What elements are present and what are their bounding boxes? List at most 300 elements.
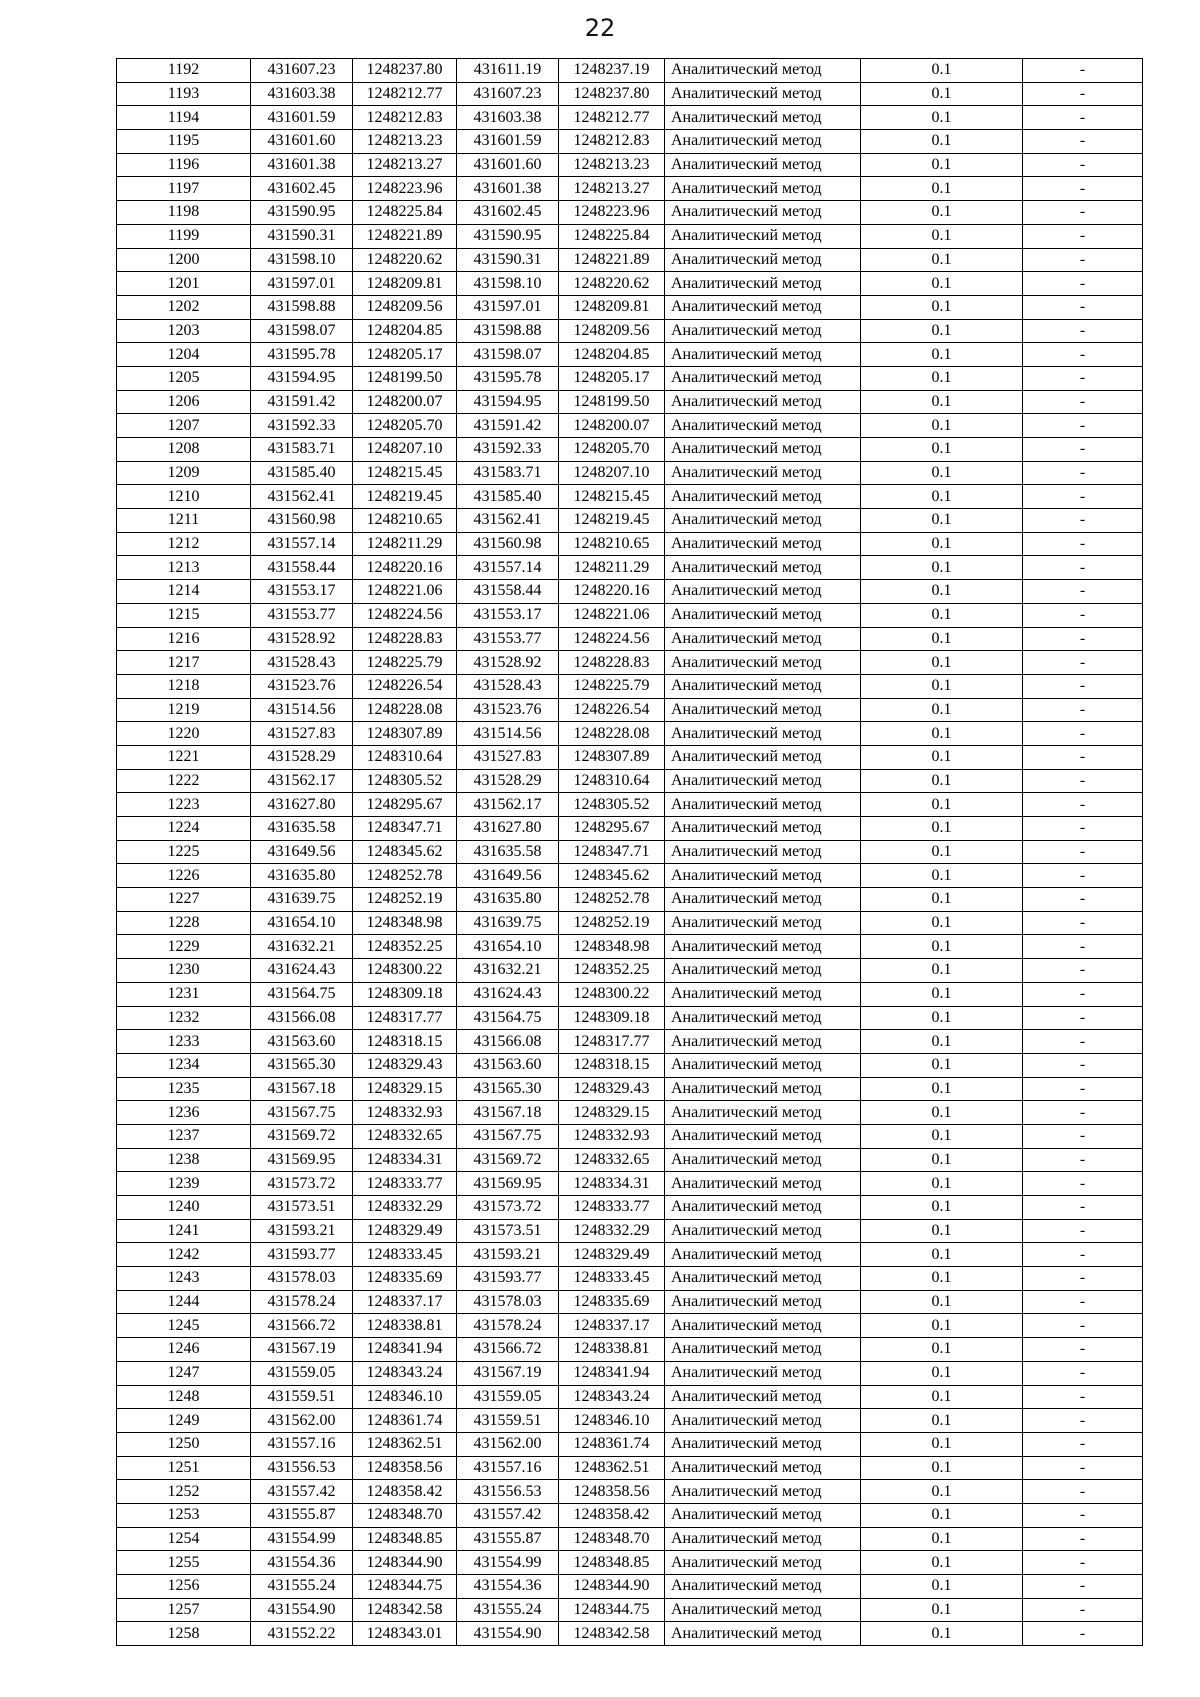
method-cell: Аналитический метод bbox=[665, 1598, 861, 1622]
accuracy-cell: 0.1 bbox=[861, 343, 1023, 367]
point-number-cell: 1235 bbox=[117, 1077, 251, 1101]
method-cell: Аналитический метод bbox=[665, 1575, 861, 1599]
table-row bbox=[117, 1551, 1143, 1575]
x-end-cell: 431553.77 bbox=[457, 627, 559, 651]
note-cell: - bbox=[1023, 1456, 1143, 1480]
accuracy-cell: 0.1 bbox=[861, 1030, 1023, 1054]
y-start-cell: 1248348.85 bbox=[353, 1527, 457, 1551]
x-start-cell: 431603.38 bbox=[251, 82, 353, 106]
x-start-cell: 431566.72 bbox=[251, 1314, 353, 1338]
y-start-cell: 1248329.15 bbox=[353, 1077, 457, 1101]
x-end-cell: 431564.75 bbox=[457, 1006, 559, 1030]
table-row bbox=[117, 793, 1143, 817]
y-end-cell: 1248307.89 bbox=[559, 745, 665, 769]
y-end-cell: 1248211.29 bbox=[559, 556, 665, 580]
accuracy-cell: 0.1 bbox=[861, 603, 1023, 627]
x-end-cell: 431569.95 bbox=[457, 1172, 559, 1196]
x-end-cell: 431583.71 bbox=[457, 461, 559, 485]
method-cell: Аналитический метод bbox=[665, 390, 861, 414]
x-start-cell: 431598.07 bbox=[251, 319, 353, 343]
note-cell: - bbox=[1023, 1598, 1143, 1622]
method-cell: Аналитический метод bbox=[665, 603, 861, 627]
y-start-cell: 1248343.24 bbox=[353, 1361, 457, 1385]
note-cell: - bbox=[1023, 414, 1143, 438]
point-number-cell: 1236 bbox=[117, 1101, 251, 1125]
y-end-cell: 1248209.81 bbox=[559, 295, 665, 319]
y-end-cell: 1248329.43 bbox=[559, 1077, 665, 1101]
point-number-cell: 1214 bbox=[117, 580, 251, 604]
accuracy-cell: 0.1 bbox=[861, 201, 1023, 225]
table-row bbox=[117, 532, 1143, 556]
accuracy-cell: 0.1 bbox=[861, 817, 1023, 841]
table-row bbox=[117, 1101, 1143, 1125]
note-cell: - bbox=[1023, 224, 1143, 248]
y-end-cell: 1248318.15 bbox=[559, 1053, 665, 1077]
x-start-cell: 431592.33 bbox=[251, 414, 353, 438]
accuracy-cell: 0.1 bbox=[861, 1006, 1023, 1030]
note-cell: - bbox=[1023, 295, 1143, 319]
note-cell: - bbox=[1023, 1267, 1143, 1291]
method-cell: Аналитический метод bbox=[665, 911, 861, 935]
x-start-cell: 431528.92 bbox=[251, 627, 353, 651]
y-start-cell: 1248210.65 bbox=[353, 509, 457, 533]
point-number-cell: 1246 bbox=[117, 1338, 251, 1362]
table-row bbox=[117, 343, 1143, 367]
y-start-cell: 1248220.62 bbox=[353, 248, 457, 272]
accuracy-cell: 0.1 bbox=[861, 1409, 1023, 1433]
y-end-cell: 1248348.70 bbox=[559, 1527, 665, 1551]
y-start-cell: 1248209.81 bbox=[353, 272, 457, 296]
x-start-cell: 431627.80 bbox=[251, 793, 353, 817]
x-start-cell: 431566.08 bbox=[251, 1006, 353, 1030]
y-start-cell: 1248358.42 bbox=[353, 1480, 457, 1504]
y-start-cell: 1248199.50 bbox=[353, 366, 457, 390]
table-row bbox=[117, 674, 1143, 698]
method-cell: Аналитический метод bbox=[665, 698, 861, 722]
x-end-cell: 431566.72 bbox=[457, 1338, 559, 1362]
y-start-cell: 1248332.65 bbox=[353, 1124, 457, 1148]
point-number-cell: 1211 bbox=[117, 509, 251, 533]
accuracy-cell: 0.1 bbox=[861, 1314, 1023, 1338]
method-cell: Аналитический метод bbox=[665, 959, 861, 983]
y-start-cell: 1248213.23 bbox=[353, 130, 457, 154]
point-number-cell: 1227 bbox=[117, 888, 251, 912]
table-row bbox=[117, 59, 1143, 83]
table-row bbox=[117, 745, 1143, 769]
accuracy-cell: 0.1 bbox=[861, 1172, 1023, 1196]
x-end-cell: 431559.05 bbox=[457, 1385, 559, 1409]
x-start-cell: 431567.75 bbox=[251, 1101, 353, 1125]
point-number-cell: 1240 bbox=[117, 1196, 251, 1220]
x-end-cell: 431627.80 bbox=[457, 817, 559, 841]
point-number-cell: 1221 bbox=[117, 745, 251, 769]
note-cell: - bbox=[1023, 106, 1143, 130]
point-number-cell: 1207 bbox=[117, 414, 251, 438]
method-cell: Аналитический метод bbox=[665, 59, 861, 83]
y-start-cell: 1248341.94 bbox=[353, 1338, 457, 1362]
x-start-cell: 431528.43 bbox=[251, 651, 353, 675]
method-cell: Аналитический метод bbox=[665, 1361, 861, 1385]
x-start-cell: 431527.83 bbox=[251, 722, 353, 746]
y-end-cell: 1248212.83 bbox=[559, 130, 665, 154]
y-end-cell: 1248352.25 bbox=[559, 959, 665, 983]
point-number-cell: 1252 bbox=[117, 1480, 251, 1504]
accuracy-cell: 0.1 bbox=[861, 1527, 1023, 1551]
x-start-cell: 431601.38 bbox=[251, 153, 353, 177]
note-cell: - bbox=[1023, 817, 1143, 841]
x-end-cell: 431557.16 bbox=[457, 1456, 559, 1480]
note-cell: - bbox=[1023, 1480, 1143, 1504]
method-cell: Аналитический метод bbox=[665, 1030, 861, 1054]
y-end-cell: 1248329.49 bbox=[559, 1243, 665, 1267]
method-cell: Аналитический метод bbox=[665, 1124, 861, 1148]
y-start-cell: 1248342.58 bbox=[353, 1598, 457, 1622]
accuracy-cell: 0.1 bbox=[861, 627, 1023, 651]
note-cell: - bbox=[1023, 627, 1143, 651]
x-end-cell: 431567.19 bbox=[457, 1361, 559, 1385]
point-number-cell: 1231 bbox=[117, 982, 251, 1006]
x-end-cell: 431624.43 bbox=[457, 982, 559, 1006]
table-row bbox=[117, 1243, 1143, 1267]
y-end-cell: 1248317.77 bbox=[559, 1030, 665, 1054]
x-start-cell: 431563.60 bbox=[251, 1030, 353, 1054]
method-cell: Аналитический метод bbox=[665, 438, 861, 462]
y-start-cell: 1248344.75 bbox=[353, 1575, 457, 1599]
x-end-cell: 431591.42 bbox=[457, 414, 559, 438]
accuracy-cell: 0.1 bbox=[861, 1361, 1023, 1385]
point-number-cell: 1218 bbox=[117, 674, 251, 698]
x-start-cell: 431557.42 bbox=[251, 1480, 353, 1504]
x-end-cell: 431635.58 bbox=[457, 840, 559, 864]
y-start-cell: 1248252.19 bbox=[353, 888, 457, 912]
y-end-cell: 1248225.79 bbox=[559, 674, 665, 698]
note-cell: - bbox=[1023, 1290, 1143, 1314]
table-row bbox=[117, 911, 1143, 935]
table-row bbox=[117, 177, 1143, 201]
note-cell: - bbox=[1023, 153, 1143, 177]
x-end-cell: 431554.99 bbox=[457, 1551, 559, 1575]
note-cell: - bbox=[1023, 722, 1143, 746]
note-cell: - bbox=[1023, 556, 1143, 580]
table-row bbox=[117, 1385, 1143, 1409]
y-start-cell: 1248344.90 bbox=[353, 1551, 457, 1575]
method-cell: Аналитический метод bbox=[665, 1314, 861, 1338]
y-end-cell: 1248221.06 bbox=[559, 603, 665, 627]
method-cell: Аналитический метод bbox=[665, 1551, 861, 1575]
x-start-cell: 431564.75 bbox=[251, 982, 353, 1006]
x-start-cell: 431632.21 bbox=[251, 935, 353, 959]
y-start-cell: 1248252.78 bbox=[353, 864, 457, 888]
x-end-cell: 431590.95 bbox=[457, 224, 559, 248]
y-start-cell: 1248213.27 bbox=[353, 153, 457, 177]
y-start-cell: 1248225.84 bbox=[353, 201, 457, 225]
y-end-cell: 1248207.10 bbox=[559, 461, 665, 485]
accuracy-cell: 0.1 bbox=[861, 224, 1023, 248]
y-start-cell: 1248225.79 bbox=[353, 651, 457, 675]
point-number-cell: 1203 bbox=[117, 319, 251, 343]
x-end-cell: 431593.77 bbox=[457, 1267, 559, 1291]
y-start-cell: 1248343.01 bbox=[353, 1622, 457, 1646]
table-row bbox=[117, 1314, 1143, 1338]
y-end-cell: 1248332.65 bbox=[559, 1148, 665, 1172]
x-end-cell: 431573.72 bbox=[457, 1196, 559, 1220]
method-cell: Аналитический метод bbox=[665, 106, 861, 130]
y-end-cell: 1248305.52 bbox=[559, 793, 665, 817]
table-row bbox=[117, 295, 1143, 319]
note-cell: - bbox=[1023, 982, 1143, 1006]
point-number-cell: 1232 bbox=[117, 1006, 251, 1030]
y-end-cell: 1248362.51 bbox=[559, 1456, 665, 1480]
note-cell: - bbox=[1023, 1077, 1143, 1101]
x-end-cell: 431560.98 bbox=[457, 532, 559, 556]
y-start-cell: 1248332.29 bbox=[353, 1196, 457, 1220]
note-cell: - bbox=[1023, 1503, 1143, 1527]
y-end-cell: 1248347.71 bbox=[559, 840, 665, 864]
x-end-cell: 431557.42 bbox=[457, 1503, 559, 1527]
accuracy-cell: 0.1 bbox=[861, 532, 1023, 556]
x-end-cell: 431557.14 bbox=[457, 556, 559, 580]
table-row bbox=[117, 935, 1143, 959]
x-start-cell: 431601.59 bbox=[251, 106, 353, 130]
note-cell: - bbox=[1023, 1053, 1143, 1077]
x-end-cell: 431553.17 bbox=[457, 603, 559, 627]
x-start-cell: 431597.01 bbox=[251, 272, 353, 296]
table-row bbox=[117, 1338, 1143, 1362]
y-start-cell: 1248224.56 bbox=[353, 603, 457, 627]
accuracy-cell: 0.1 bbox=[861, 1456, 1023, 1480]
accuracy-cell: 0.1 bbox=[861, 698, 1023, 722]
accuracy-cell: 0.1 bbox=[861, 319, 1023, 343]
x-start-cell: 431590.31 bbox=[251, 224, 353, 248]
x-end-cell: 431601.60 bbox=[457, 153, 559, 177]
x-start-cell: 431593.77 bbox=[251, 1243, 353, 1267]
x-start-cell: 431624.43 bbox=[251, 959, 353, 983]
x-end-cell: 431601.38 bbox=[457, 177, 559, 201]
x-end-cell: 431555.24 bbox=[457, 1598, 559, 1622]
point-number-cell: 1196 bbox=[117, 153, 251, 177]
table-row bbox=[117, 1598, 1143, 1622]
y-end-cell: 1248212.77 bbox=[559, 106, 665, 130]
y-start-cell: 1248237.80 bbox=[353, 59, 457, 83]
y-start-cell: 1248307.89 bbox=[353, 722, 457, 746]
x-end-cell: 431594.95 bbox=[457, 390, 559, 414]
point-number-cell: 1208 bbox=[117, 438, 251, 462]
accuracy-cell: 0.1 bbox=[861, 769, 1023, 793]
accuracy-cell: 0.1 bbox=[861, 272, 1023, 296]
point-number-cell: 1223 bbox=[117, 793, 251, 817]
y-start-cell: 1248204.85 bbox=[353, 319, 457, 343]
y-end-cell: 1248348.85 bbox=[559, 1551, 665, 1575]
x-start-cell: 431562.41 bbox=[251, 485, 353, 509]
y-end-cell: 1248228.83 bbox=[559, 651, 665, 675]
point-number-cell: 1226 bbox=[117, 864, 251, 888]
method-cell: Аналитический метод bbox=[665, 888, 861, 912]
method-cell: Аналитический метод bbox=[665, 224, 861, 248]
method-cell: Аналитический метод bbox=[665, 1006, 861, 1030]
point-number-cell: 1200 bbox=[117, 248, 251, 272]
y-end-cell: 1248237.80 bbox=[559, 82, 665, 106]
accuracy-cell: 0.1 bbox=[861, 1077, 1023, 1101]
accuracy-cell: 0.1 bbox=[861, 1219, 1023, 1243]
method-cell: Аналитический метод bbox=[665, 769, 861, 793]
y-end-cell: 1248309.18 bbox=[559, 1006, 665, 1030]
note-cell: - bbox=[1023, 366, 1143, 390]
table-row bbox=[117, 556, 1143, 580]
method-cell: Аналитический метод bbox=[665, 414, 861, 438]
method-cell: Аналитический метод bbox=[665, 509, 861, 533]
accuracy-cell: 0.1 bbox=[861, 438, 1023, 462]
method-cell: Аналитический метод bbox=[665, 627, 861, 651]
point-number-cell: 1255 bbox=[117, 1551, 251, 1575]
x-start-cell: 431573.51 bbox=[251, 1196, 353, 1220]
method-cell: Аналитический метод bbox=[665, 130, 861, 154]
y-end-cell: 1248310.64 bbox=[559, 769, 665, 793]
x-end-cell: 431523.76 bbox=[457, 698, 559, 722]
method-cell: Аналитический метод bbox=[665, 556, 861, 580]
x-start-cell: 431635.80 bbox=[251, 864, 353, 888]
table-row bbox=[117, 1527, 1143, 1551]
note-cell: - bbox=[1023, 1101, 1143, 1125]
table-row bbox=[117, 106, 1143, 130]
note-cell: - bbox=[1023, 82, 1143, 106]
method-cell: Аналитический метод bbox=[665, 366, 861, 390]
table-row bbox=[117, 1432, 1143, 1456]
x-end-cell: 431611.19 bbox=[457, 59, 559, 83]
method-cell: Аналитический метод bbox=[665, 1243, 861, 1267]
note-cell: - bbox=[1023, 248, 1143, 272]
table-row bbox=[117, 627, 1143, 651]
note-cell: - bbox=[1023, 745, 1143, 769]
y-start-cell: 1248332.93 bbox=[353, 1101, 457, 1125]
note-cell: - bbox=[1023, 485, 1143, 509]
table-row bbox=[117, 130, 1143, 154]
method-cell: Аналитический метод bbox=[665, 1053, 861, 1077]
y-end-cell: 1248237.19 bbox=[559, 59, 665, 83]
x-start-cell: 431553.17 bbox=[251, 580, 353, 604]
accuracy-cell: 0.1 bbox=[861, 722, 1023, 746]
accuracy-cell: 0.1 bbox=[861, 556, 1023, 580]
note-cell: - bbox=[1023, 603, 1143, 627]
x-end-cell: 431585.40 bbox=[457, 485, 559, 509]
accuracy-cell: 0.1 bbox=[861, 1243, 1023, 1267]
y-start-cell: 1248334.31 bbox=[353, 1148, 457, 1172]
note-cell: - bbox=[1023, 1432, 1143, 1456]
y-end-cell: 1248333.45 bbox=[559, 1267, 665, 1291]
point-number-cell: 1249 bbox=[117, 1409, 251, 1433]
note-cell: - bbox=[1023, 769, 1143, 793]
method-cell: Аналитический метод bbox=[665, 1077, 861, 1101]
y-start-cell: 1248361.74 bbox=[353, 1409, 457, 1433]
x-end-cell: 431567.18 bbox=[457, 1101, 559, 1125]
note-cell: - bbox=[1023, 438, 1143, 462]
x-start-cell: 431569.72 bbox=[251, 1124, 353, 1148]
point-number-cell: 1238 bbox=[117, 1148, 251, 1172]
accuracy-cell: 0.1 bbox=[861, 840, 1023, 864]
y-start-cell: 1248317.77 bbox=[353, 1006, 457, 1030]
method-cell: Аналитический метод bbox=[665, 295, 861, 319]
x-end-cell: 431597.01 bbox=[457, 295, 559, 319]
x-start-cell: 431602.45 bbox=[251, 177, 353, 201]
point-number-cell: 1233 bbox=[117, 1030, 251, 1054]
accuracy-cell: 0.1 bbox=[861, 1124, 1023, 1148]
table-row bbox=[117, 1267, 1143, 1291]
method-cell: Аналитический метод bbox=[665, 1219, 861, 1243]
point-number-cell: 1212 bbox=[117, 532, 251, 556]
accuracy-cell: 0.1 bbox=[861, 864, 1023, 888]
table-row bbox=[117, 603, 1143, 627]
method-cell: Аналитический метод bbox=[665, 793, 861, 817]
x-end-cell: 431607.23 bbox=[457, 82, 559, 106]
table-row bbox=[117, 1053, 1143, 1077]
point-number-cell: 1248 bbox=[117, 1385, 251, 1409]
x-start-cell: 431557.16 bbox=[251, 1432, 353, 1456]
y-end-cell: 1248210.65 bbox=[559, 532, 665, 556]
note-cell: - bbox=[1023, 390, 1143, 414]
method-cell: Аналитический метод bbox=[665, 272, 861, 296]
method-cell: Аналитический метод bbox=[665, 343, 861, 367]
x-start-cell: 431523.76 bbox=[251, 674, 353, 698]
note-cell: - bbox=[1023, 1575, 1143, 1599]
x-start-cell: 431593.21 bbox=[251, 1219, 353, 1243]
point-number-cell: 1202 bbox=[117, 295, 251, 319]
x-start-cell: 431560.98 bbox=[251, 509, 353, 533]
accuracy-cell: 0.1 bbox=[861, 1480, 1023, 1504]
y-start-cell: 1248348.98 bbox=[353, 911, 457, 935]
table-row bbox=[117, 1290, 1143, 1314]
point-number-cell: 1206 bbox=[117, 390, 251, 414]
y-end-cell: 1248334.31 bbox=[559, 1172, 665, 1196]
x-end-cell: 431639.75 bbox=[457, 911, 559, 935]
y-end-cell: 1248224.56 bbox=[559, 627, 665, 651]
x-end-cell: 431649.56 bbox=[457, 864, 559, 888]
point-number-cell: 1242 bbox=[117, 1243, 251, 1267]
point-number-cell: 1217 bbox=[117, 651, 251, 675]
x-start-cell: 431595.78 bbox=[251, 343, 353, 367]
x-end-cell: 431528.92 bbox=[457, 651, 559, 675]
accuracy-cell: 0.1 bbox=[861, 130, 1023, 154]
x-end-cell: 431527.83 bbox=[457, 745, 559, 769]
note-cell: - bbox=[1023, 580, 1143, 604]
note-cell: - bbox=[1023, 911, 1143, 935]
y-start-cell: 1248228.83 bbox=[353, 627, 457, 651]
x-start-cell: 431607.23 bbox=[251, 59, 353, 83]
y-end-cell: 1248344.90 bbox=[559, 1575, 665, 1599]
y-end-cell: 1248333.77 bbox=[559, 1196, 665, 1220]
method-cell: Аналитический метод bbox=[665, 153, 861, 177]
x-start-cell: 431573.72 bbox=[251, 1172, 353, 1196]
method-cell: Аналитический метод bbox=[665, 1101, 861, 1125]
note-cell: - bbox=[1023, 1030, 1143, 1054]
note-cell: - bbox=[1023, 130, 1143, 154]
table-row bbox=[117, 651, 1143, 675]
accuracy-cell: 0.1 bbox=[861, 485, 1023, 509]
y-end-cell: 1248252.19 bbox=[559, 911, 665, 935]
accuracy-cell: 0.1 bbox=[861, 414, 1023, 438]
table-row bbox=[117, 840, 1143, 864]
accuracy-cell: 0.1 bbox=[861, 745, 1023, 769]
y-end-cell: 1248343.24 bbox=[559, 1385, 665, 1409]
method-cell: Аналитический метод bbox=[665, 485, 861, 509]
note-cell: - bbox=[1023, 343, 1143, 367]
y-start-cell: 1248318.15 bbox=[353, 1030, 457, 1054]
x-end-cell: 431554.36 bbox=[457, 1575, 559, 1599]
y-start-cell: 1248310.64 bbox=[353, 745, 457, 769]
method-cell: Аналитический метод bbox=[665, 1172, 861, 1196]
y-start-cell: 1248329.43 bbox=[353, 1053, 457, 1077]
y-start-cell: 1248295.67 bbox=[353, 793, 457, 817]
table-row bbox=[117, 485, 1143, 509]
note-cell: - bbox=[1023, 1314, 1143, 1338]
